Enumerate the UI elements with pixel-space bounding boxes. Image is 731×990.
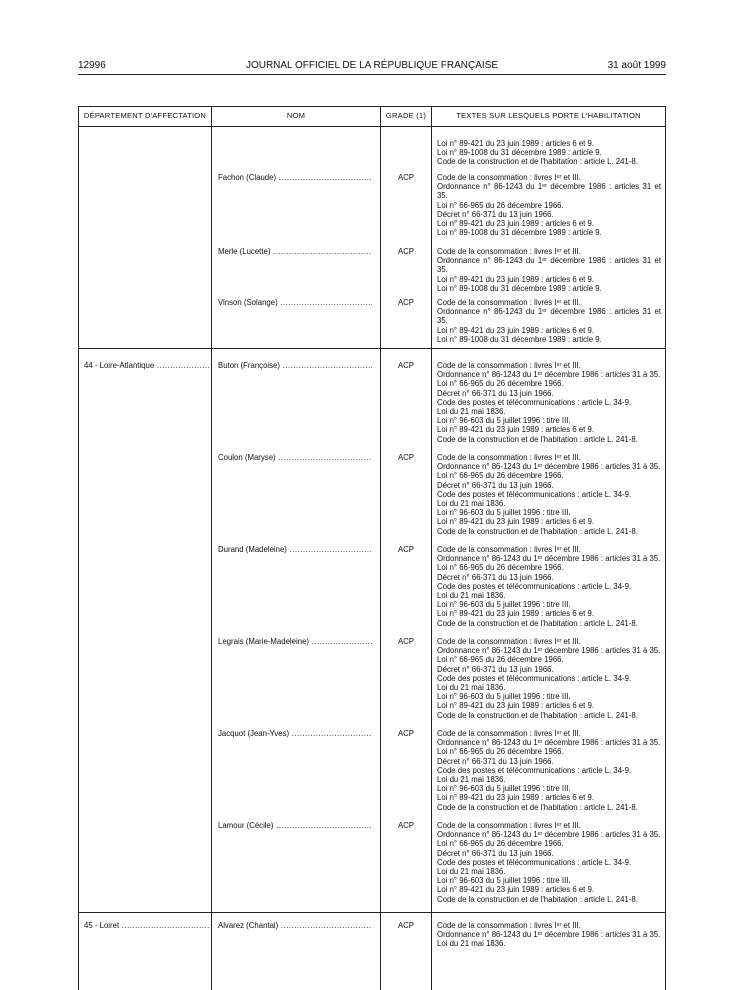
text-line: Loi du 21 mai 1836. xyxy=(437,407,506,417)
person-name: Coulon (Maryse) ..... xyxy=(218,453,372,462)
column-rule xyxy=(211,106,212,990)
text-line: Loi n° 89-421 du 23 juin 1989 : articles 6 et 9. xyxy=(437,325,594,335)
text-line: Loi n° 66-965 du 26 décembre 1966. xyxy=(437,747,564,757)
text-line: Loi n° 96-603 du 5 juillet 1996 : titre III. xyxy=(437,876,571,886)
person-name: Legrais (Marie-Madeleine) ..... xyxy=(218,637,372,646)
text-line: Loi du 21 mai 1836. xyxy=(437,867,506,877)
journal-title: JOURNAL OFFICIEL DE LA RÉPUBLIQUE FRANÇAISE xyxy=(245,60,499,71)
text-line: Loi n° 66-965 du 26 décembre 1966. xyxy=(437,839,564,849)
grade: ACP xyxy=(397,729,415,738)
text-line: Code de la construction et de l'habitation : article L. 241-8. xyxy=(437,157,638,167)
text-line: Loi n° 66-965 du 26 décembre 1966. xyxy=(437,655,564,665)
legal-texts xyxy=(437,298,661,344)
text-line: Ordonnance n° 86-1243 du 1ᵉʳ décembre 1986 : articles 31 à 35. xyxy=(437,554,661,564)
issue-date: 31 août 1999 xyxy=(607,60,666,71)
text-line: Loi n° 89-1008 du 31 décembre 1989 : article 9. xyxy=(437,334,602,344)
grade: ACP xyxy=(397,545,415,554)
legal-texts xyxy=(437,453,661,536)
person-name: Merle (Lucette) ..... xyxy=(218,247,372,256)
text-line: Code des postes et télécommunications : article L. 34-9. xyxy=(437,765,632,775)
table-header-border xyxy=(78,126,666,127)
text-line: Décret n° 66-371 du 13 juin 1966. xyxy=(437,664,554,674)
text-line: Code de la construction et de l'habitation : article L. 241-8. xyxy=(437,526,638,536)
text-line: Code de la consommation : livres Iᵉʳ et III. xyxy=(437,921,581,930)
text-line: Loi n° 66-965 du 26 décembre 1966. xyxy=(437,379,564,389)
continuation-texts xyxy=(437,139,661,167)
text-line: Décret n° 66-371 du 13 juin 1966. xyxy=(437,209,554,219)
text-line: Code de la consommation : livres Iᵉʳ et III. xyxy=(437,173,581,182)
legal-texts xyxy=(437,921,661,949)
text-line: Code de la consommation : livres Iᵉʳ et III. xyxy=(437,453,581,462)
column-rule xyxy=(431,106,432,990)
text-line: Code de la construction et de l'habitation : article L. 241-8. xyxy=(437,710,638,720)
text-line: Code de la construction et de l'habitation : article L. 241-8. xyxy=(437,618,638,628)
grade: ACP xyxy=(397,637,415,646)
text-line: Décret n° 66-371 du 13 juin 1966. xyxy=(437,572,554,582)
text-line: Loi du 21 mai 1836. xyxy=(437,591,506,601)
column-header-texts: TEXTES SUR LESQUELS PORTE L'HABILITATION xyxy=(456,111,641,120)
text-line: Loi n° 66-965 du 26 décembre 1966. xyxy=(437,563,564,573)
text-line: Code de la consommation : livres Iᵉʳ et III. xyxy=(437,247,581,256)
text-line: Ordonnance n° 86-1243 du 1ᵉʳ décembre 1986 : articles 31 à 35. xyxy=(437,930,661,940)
text-line: Loi du 21 mai 1836. xyxy=(437,939,506,949)
column-header-department: DÉPARTEMENT D'AFFECTATION xyxy=(83,111,207,120)
text-line: Loi n° 96-603 du 5 juillet 1996 : titre III. xyxy=(437,416,571,426)
legal-texts xyxy=(437,637,661,720)
text-line: Ordonnance n° 86-1243 du 1ᵉʳ décembre 1986 : articles 31 à 35. xyxy=(437,370,661,380)
person-name: Buton (Françoise) ..... xyxy=(218,361,372,370)
text-line: Loi du 21 mai 1836. xyxy=(437,683,506,693)
text-line: Loi du 21 mai 1836. xyxy=(437,499,506,509)
column-rule xyxy=(380,106,381,990)
text-line: Décret n° 66-371 du 13 juin 1966. xyxy=(437,480,554,490)
column-header-name: NOM xyxy=(286,111,306,120)
text-line: Loi n° 89-421 du 23 juin 1989 : articles 6 et 9. xyxy=(437,609,594,619)
text-line: Loi n° 89-1008 du 31 décembre 1989 : article 9. xyxy=(437,283,602,293)
text-line: Loi du 21 mai 1836. xyxy=(437,775,506,785)
text-line: Code de la consommation : livres Iᵉʳ et III. xyxy=(437,637,581,646)
row-separator xyxy=(78,912,666,913)
text-line: Code de la construction et de l'habitation : article L. 241-8. xyxy=(437,894,638,904)
column-header-grade: GRADE (1) xyxy=(385,111,427,120)
text-line: Code de la consommation : livres Iᵉʳ et III. xyxy=(437,545,581,554)
text-line: Code des postes et télécommunications : article L. 34-9. xyxy=(437,489,632,499)
text-line: Loi n° 89-421 du 23 juin 1989 : articles 6 et 9. xyxy=(437,219,594,229)
text-line: Loi n° 89-421 du 23 juin 1989 : articles 6 et 9. xyxy=(437,139,594,148)
grade: ACP xyxy=(397,453,415,462)
text-line: Code des postes et télécommunications : article L. 34-9. xyxy=(437,673,632,683)
text-line: Ordonnance n° 86-1243 du 1ᵉʳ décembre 1986 : articles 31 et 35. xyxy=(437,307,661,326)
text-line: Décret n° 66-371 du 13 juin 1966. xyxy=(437,756,554,766)
person-name: Jacquot (Jean-Yves) ..... xyxy=(218,729,372,738)
row-separator xyxy=(78,348,666,349)
person-name: Lamour (Cécile) ..... xyxy=(218,821,372,830)
text-line: Loi n° 89-421 du 23 juin 1989 : articles 6 et 9. xyxy=(437,793,594,803)
text-line: Loi n° 89-421 du 23 juin 1989 : articles 6 et 9. xyxy=(437,425,594,435)
legal-texts xyxy=(437,247,661,293)
text-line: Loi n° 89-421 du 23 juin 1989 : articles 6 et 9. xyxy=(437,701,594,711)
text-line: Ordonnance n° 86-1243 du 1ᵉʳ décembre 1986 : articles 31 à 35. xyxy=(437,738,661,748)
text-line: Loi n° 89-421 du 23 juin 1989 : articles 6 et 9. xyxy=(437,517,594,527)
column-rule xyxy=(665,106,666,990)
text-line: Loi n° 89-421 du 23 juin 1989 : articles 6 et 9. xyxy=(437,885,594,895)
text-line: Loi n° 96-603 du 5 juillet 1996 : titre III. xyxy=(437,600,571,610)
person-name: Fachon (Claude) ..... xyxy=(218,173,372,182)
legal-texts xyxy=(437,729,661,812)
text-line: Loi n° 89-421 du 23 juin 1989 : articles 6 et 9. xyxy=(437,274,594,284)
text-line: Code de la consommation : livres Iᵉʳ et III. xyxy=(437,729,581,738)
column-rule xyxy=(78,106,79,990)
legal-texts xyxy=(437,545,661,628)
table-top-border xyxy=(78,106,666,107)
text-line: Code des postes et télécommunications : article L. 34-9. xyxy=(437,397,632,407)
grade: ACP xyxy=(397,361,415,370)
text-line: Décret n° 66-371 du 13 juin 1966. xyxy=(437,388,554,398)
text-line: Loi n° 96-603 du 5 juillet 1996 : titre III. xyxy=(437,692,571,702)
grade: ACP xyxy=(397,821,415,830)
grade: ACP xyxy=(397,247,415,256)
legal-texts xyxy=(437,821,661,904)
person-name: Durand (Madeleine) ..... xyxy=(218,545,372,554)
legal-texts xyxy=(437,361,661,444)
text-line: Code de la consommation : livres Iᵉʳ et III. xyxy=(437,361,581,370)
page-number: 12996 xyxy=(78,60,106,71)
text-line: Code de la construction et de l'habitation : article L. 241-8. xyxy=(437,434,638,444)
text-line: Loi n° 89-1008 du 31 décembre 1989 : article 9. xyxy=(437,228,602,238)
text-line: Code de la consommation : livres Iᵉʳ et III. xyxy=(437,821,581,830)
department-label: 44 - Loire-Atlantique ..... xyxy=(84,361,209,370)
header-rule xyxy=(78,74,666,75)
text-line: Loi n° 66-965 du 26 décembre 1966. xyxy=(437,471,564,481)
text-line: Code des postes et télécommunications : article L. 34-9. xyxy=(437,857,632,867)
text-line: Décret n° 66-371 du 13 juin 1966. xyxy=(437,848,554,858)
text-line: Code de la construction et de l'habitation : article L. 241-8. xyxy=(437,802,638,812)
text-line: Ordonnance n° 86-1243 du 1ᵉʳ décembre 1986 : articles 31 et 35. xyxy=(437,256,661,275)
text-line: Ordonnance n° 86-1243 du 1ᵉʳ décembre 1986 : articles 31 à 35. xyxy=(437,646,661,656)
department-label: 45 - Loiret ..... xyxy=(84,921,209,930)
person-name: Vinson (Solange) ..... xyxy=(218,298,372,307)
grade: ACP xyxy=(397,173,415,182)
legal-texts xyxy=(437,173,661,237)
text-line: Loi n° 89-1008 du 31 décembre 1989 : article 9. xyxy=(437,148,602,158)
text-line: Code de la consommation : livres Iᵉʳ et III. xyxy=(437,298,581,307)
text-line: Ordonnance n° 86-1243 du 1ᵉʳ décembre 1986 : articles 31 à 35. xyxy=(437,830,661,840)
grade: ACP xyxy=(397,298,415,307)
text-line: Ordonnance n° 86-1243 du 1ᵉʳ décembre 1986 : articles 31 à 35. xyxy=(437,462,661,472)
text-line: Loi n° 66-965 du 26 décembre 1966. xyxy=(437,200,564,210)
text-line: Loi n° 96-603 du 5 juillet 1996 : titre III. xyxy=(437,784,571,794)
text-line: Loi n° 96-603 du 5 juillet 1996 : titre III. xyxy=(437,508,571,518)
text-line: Ordonnance n° 86-1243 du 1ᵉʳ décembre 1986 : articles 31 et 35. xyxy=(437,182,661,201)
text-line: Code des postes et télécommunications : article L. 34-9. xyxy=(437,581,632,591)
grade: ACP xyxy=(397,921,415,930)
habilitation-table xyxy=(78,106,666,990)
person-name: Alvarez (Chantal) ..... xyxy=(218,921,372,930)
